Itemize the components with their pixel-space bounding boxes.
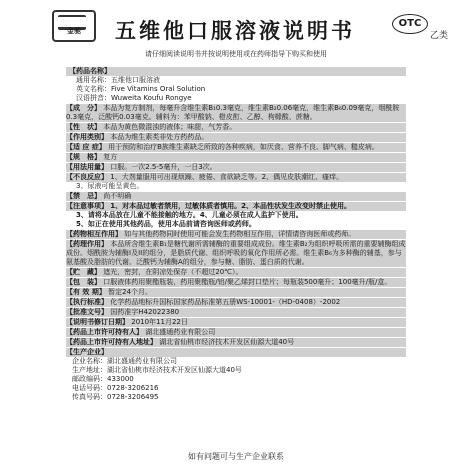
section-specification (66, 153, 406, 162)
manufacturer-phone: 电话号码：0728-3206216 (72, 384, 159, 392)
section-ingredients (66, 104, 406, 122)
generic-name: 通用名称：五维他口服溶液 (76, 76, 160, 84)
approval-label: 【批准文号】 (66, 308, 108, 316)
contraindications-label: 【禁 忌】 (66, 192, 101, 200)
package-label: 【包 装】 (66, 278, 101, 286)
precautions-line1: 1、对本品过敏者禁用，过敏体质者慎用。2、本品性状发生改变时禁止使用。 (110, 202, 351, 210)
section-pharmacology (66, 240, 406, 267)
section-approval (66, 308, 406, 317)
category-label: 【作用类别】 (66, 133, 108, 141)
section-adverse-reactions (66, 173, 406, 182)
storage-label: 【贮 藏】 (66, 268, 101, 276)
section-dosage (66, 163, 406, 172)
approval-text: 国药准字H42022380 (110, 308, 180, 316)
section-validity (66, 288, 406, 297)
section-drug-name-header: 【药品名称】 (66, 67, 406, 76)
manufacturer-fax: 传真号码：0728-3206495 (72, 393, 159, 401)
otc-badge: OTC (392, 14, 428, 34)
manufacturer-postal: 邮政编码：433000 (72, 375, 134, 383)
indications-text: 用于预防和治疗B族维生素缺乏所致的各种疾病，如厌食、营养不良、脚气病、糙皮病。 (108, 143, 379, 151)
brand-name: 金驰 (67, 27, 81, 35)
pharmacology-text: 本品所含维生素B₁是糖代谢所需辅酶的重要组成成份。维生素B₂为组织呼吸所需的重要辅酶组成成份。烟酰胺为辅酶I及II的组分，是脂质代谢、组织呼吸的氧化作用所必需。维生素B₆为多种酶的辅基，参与氨基酸及脂肪的代谢。泛酸钙为辅酶A的组分，参与糖、脂肪、蛋白质的代谢。 (66, 240, 406, 266)
interactions-text: 如与其他药物同时使用可能会发生药物相互作用，详情请咨询医师或药师。 (124, 230, 356, 238)
category-text: 本品为维生素类非处方药药品。 (110, 133, 209, 141)
section-standard (66, 298, 406, 307)
section-category (66, 133, 406, 142)
contact-footer: 如有问题可与生产企业联系 (188, 452, 284, 461)
otc-category: 乙类 (430, 31, 449, 41)
manufacturer-address: 生产地址：湖北省仙桃市经济技术开发区仙源大道40号 (72, 366, 242, 374)
dosage-label: 【用法用量】 (66, 163, 108, 171)
properties-text: 本品为黄色微混浊的液体；味甜，气芳香。 (103, 123, 237, 131)
storage-text: 遮光，密封，在阴凉处保存（不超过20℃）。 (103, 268, 243, 276)
section-properties (66, 123, 406, 132)
ingredients-label: 【成 分】 (66, 104, 101, 112)
precautions-line3: 5、如正在使用其他药品，使用本品前请咨询医师或药师。 (76, 220, 256, 228)
specification-label: 【规 格】 (66, 153, 101, 161)
manufacturer-name: 企业名称：湖北盛通药业有限公司 (72, 357, 177, 365)
english-name: 英文名称：Five Vitamins Oral Solution (76, 85, 206, 93)
adverse-label: 【不良反应】 (66, 173, 108, 181)
ingredients-text: 本品为复方制剂，每毫升含维生素B₁0.3毫克，维生素B₂0.06毫克，维生素B₆0.09毫克，烟酰胺0.3毫克，泛酸钙0.03毫克。辅料为：苯甲酸钠、橙皮酊、乙醇、枸橼酸、蔗糖。 (66, 104, 400, 121)
section-interactions (66, 230, 406, 239)
interactions-label: 【药物相互作用】 (66, 230, 122, 238)
section-precautions (66, 202, 406, 211)
package-text: 口服液体药用聚酯瓶装，药用聚酯瓶/铝/聚乙烯封口垫片；每瓶装500毫升；100毫升/瓶/盒。 (103, 278, 392, 286)
manufacturer-label: 【生产企业】 (66, 348, 108, 356)
license-holder-label: 【药品上市许可持有人】 (66, 328, 143, 336)
dosage-text: 口服。一次2.5-5毫升，一日3次。 (110, 163, 217, 171)
validity-label: 【有 效 期】 (66, 288, 106, 296)
precautions-line2: 3、请将本品放在儿童不能接触的地方。4、儿童必须在成人监护下使用。 (76, 211, 303, 219)
brand-logo (52, 10, 96, 42)
section-manufacturer (66, 348, 406, 357)
section-package (66, 278, 406, 287)
validity-text: 暂定24个月。 (108, 288, 153, 296)
section-contraindications (66, 192, 406, 201)
pharmacology-label: 【药理作用】 (66, 240, 108, 248)
section-license-address (66, 338, 406, 347)
reading-notice: 请仔细阅读说明书并按说明使用或在药师指导下购买和使用 (145, 50, 327, 58)
specification-text: 复方 (103, 153, 118, 161)
license-holder-text: 湖北盛通药业有限公司 (145, 328, 216, 336)
adverse-line1: 1、大剂量服用可出现烦躁、疲倦、食欲缺乏等。2、偶见皮肤潮红、瘙痒。 (110, 173, 344, 181)
contraindications-text: 尚不明确 (103, 192, 132, 200)
standard-label: 【执行标准】 (66, 298, 108, 306)
license-address-label: 【药品上市许可持有人地址】 (66, 338, 157, 346)
section-indications (66, 143, 406, 152)
section-storage (66, 268, 406, 277)
revision-label: 【说明书修订日期】 (66, 318, 129, 326)
indications-label: 【适 应 症】 (66, 143, 106, 151)
pinyin-name: 汉语拼音：Wuweita Koufu Rongye (76, 94, 192, 102)
section-revision-date (66, 318, 406, 327)
section-license-holder (66, 328, 406, 337)
adverse-line2: 3、尿液可能呈黄色。 (76, 182, 144, 190)
precautions-label: 【注意事项】 (66, 202, 108, 210)
standard-text: 化学药品地标升国标国家药品标准第五册WS-10001-（HD-0408）-2002 (110, 298, 341, 306)
insert-body (66, 66, 406, 402)
revision-text: 2010年11月22日 (131, 318, 188, 326)
properties-label: 【性 状】 (66, 123, 101, 131)
document-title: 五维他口服溶液说明书 (115, 19, 355, 43)
license-address-text: 湖北省仙桃市经济技术开发区仙源大道40号 (159, 338, 295, 346)
